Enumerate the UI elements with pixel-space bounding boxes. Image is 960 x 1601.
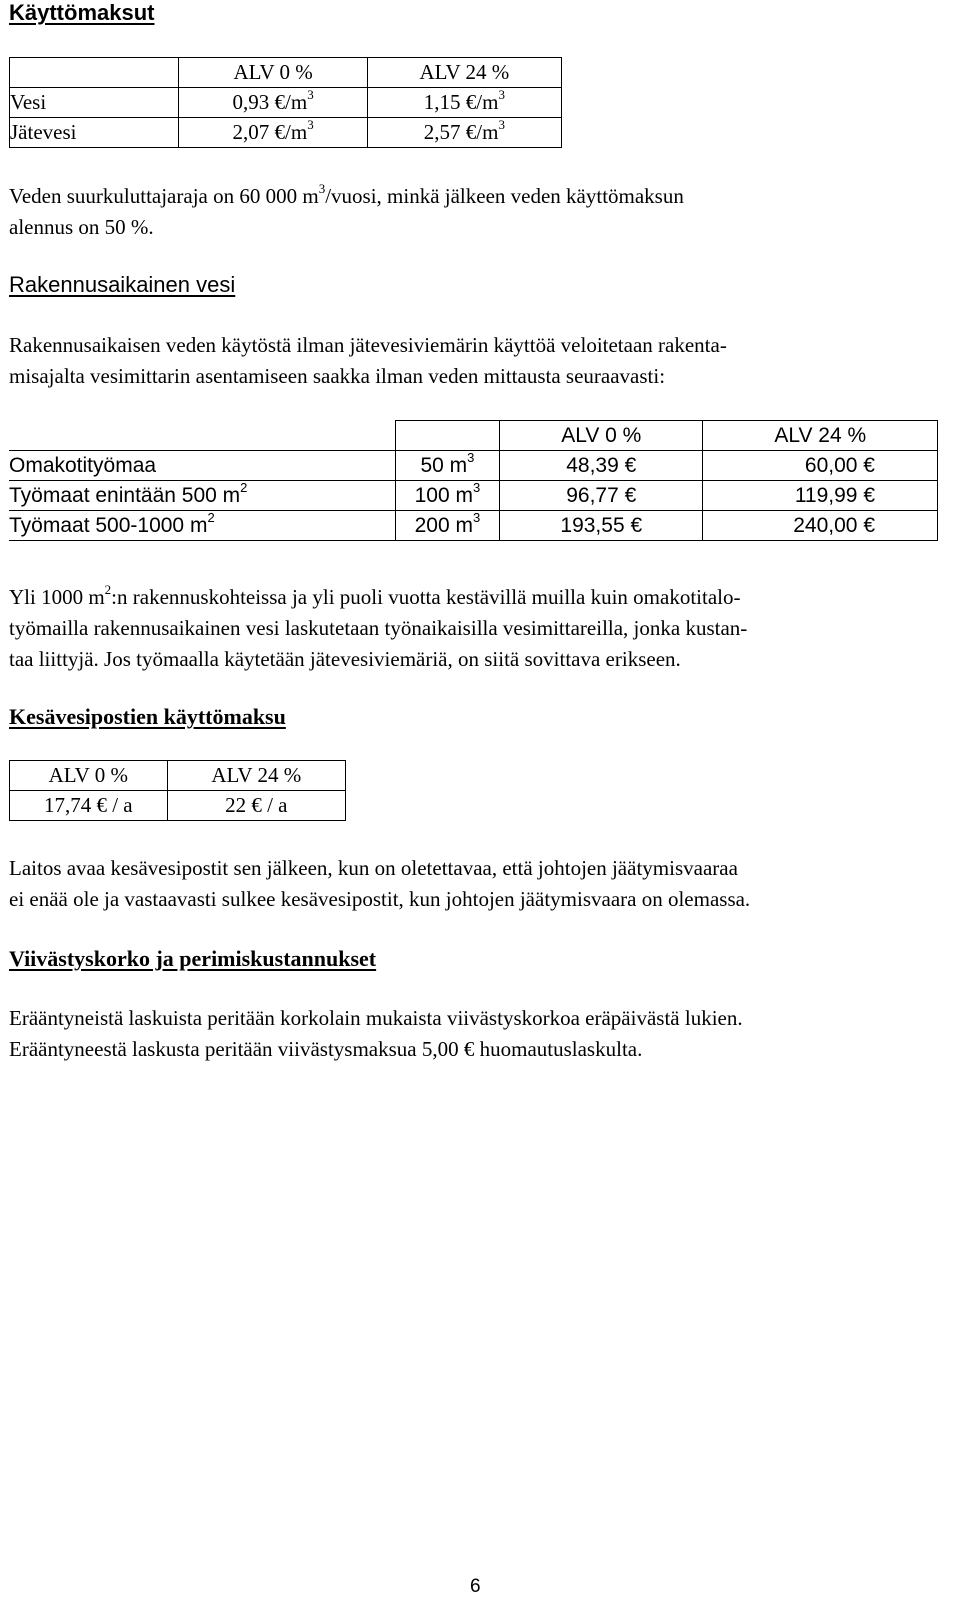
section-heading-kayttomaksut: Käyttömaksut	[9, 0, 155, 25]
table-header-row	[10, 761, 346, 791]
table-header-alv24: ALV 24 %	[367, 58, 561, 88]
table-row	[9, 481, 938, 511]
table-cell	[9, 421, 395, 451]
row-label: Vesi	[10, 88, 179, 118]
row-qty: 100 $m^3$	[395, 481, 499, 511]
table-row	[10, 118, 562, 148]
row-label: Jätevesi	[10, 118, 179, 148]
row-label: Työmaat enintään 500 $m^2$	[9, 481, 395, 511]
value-alv24: 22 € / a	[167, 791, 345, 821]
table-cell	[10, 58, 179, 88]
row-label: Työmaat 500-1000 $m^2$	[9, 511, 395, 541]
row-qty: 50 $m^3$	[395, 451, 499, 481]
table-header-alv0: ALV 0 %	[10, 761, 168, 791]
kesavesipostit-table	[9, 760, 346, 821]
row-alv24: 119,99 €	[703, 481, 938, 511]
row-alv24: 240,00 €	[703, 511, 938, 541]
table-row	[10, 791, 346, 821]
row-alv0: 96,77 €	[500, 481, 703, 511]
row-qty: 200 $m^3$	[395, 511, 499, 541]
table-row	[9, 511, 938, 541]
table-header-alv24: ALV 24 %	[167, 761, 345, 791]
section-heading-rakennusaikainen: Rakennusaikainen vesi	[9, 272, 236, 297]
row-alv24: 1,15 $€/m^3$	[367, 88, 561, 118]
row-alv0: 0,93 $€/m^3$	[179, 88, 367, 118]
row-alv0: 193,55 €	[500, 511, 703, 541]
table-row	[9, 451, 938, 481]
viivastyskorko-text: Erääntyneistä laskuista peritään korkolain mukaista viivästyskorkoa eräpäivästä lukien. Erääntyneestä laskusta peritään viivästysmaksua 5,00 € huomautuslaskulta.	[9, 1006, 743, 1061]
table-header-alv24: ALV 24 %	[703, 421, 938, 451]
table-header-alv0: ALV 0 %	[500, 421, 703, 451]
value-alv0: 17,74 € / a	[10, 791, 168, 821]
kayttomaksut-note: Veden suurkuluttajaraja on 60 000 $m^3$/vuosi, minkä jälkeen veden käyttömaksun alennus on 50 %.	[9, 181, 684, 239]
kesavesipostit-note: Laitos avaa kesävesipostit sen jälkeen, kun on oletettavaa, että johtojen jäätymisvaaraa ei enää ole ja vastaavasti sulkee kesävesipostit, kun johtojen jäätymisvaara on olemassa.	[9, 856, 751, 911]
table-header-row	[10, 58, 562, 88]
section-heading-viivastyskorko: Viivästyskorko ja perimiskustannukset	[9, 946, 377, 971]
table-header-alv0: ALV 0 %	[179, 58, 367, 88]
row-alv24: 60,00 €	[703, 451, 938, 481]
kayttomaksut-table	[9, 57, 562, 148]
row-alv24: 2,57 $€/m^3$	[367, 118, 561, 148]
rakennusaikainen-intro: Rakennusaikaisen veden käytöstä ilman jätevesiviemärin käyttöä veloitetaan rakenta- misajalta vesimittarin asentamiseen saakka ilman veden mittausta seuraavasti:	[9, 333, 727, 388]
rakennusaikainen-table	[9, 420, 938, 541]
page-number: 6	[470, 1576, 481, 1597]
table-cell	[395, 421, 499, 451]
row-label: Omakotityömaa	[9, 451, 395, 481]
row-alv0: 2,07 $€/m^3$	[179, 118, 367, 148]
table-header-row	[9, 421, 938, 451]
rakennusaikainen-note: Yli 1000 $m^2:n$ rakennuskohteissa ja yli puoli vuotta kestävillä muilla kuin omakotitalo- työmailla rakennusaikainen vesi laskutetaan työnaikaisilla vesimittareilla, jonka kustan- taa liittyjä. Jos työmaalla käytetään jätevesiviemäriä, on siitä sovittava erikseen.	[9, 582, 748, 671]
row-alv0: 48,39 €	[500, 451, 703, 481]
section-heading-kesavesipostit: Kesävesipostien käyttömaksu	[9, 704, 286, 729]
table-row	[10, 88, 562, 118]
